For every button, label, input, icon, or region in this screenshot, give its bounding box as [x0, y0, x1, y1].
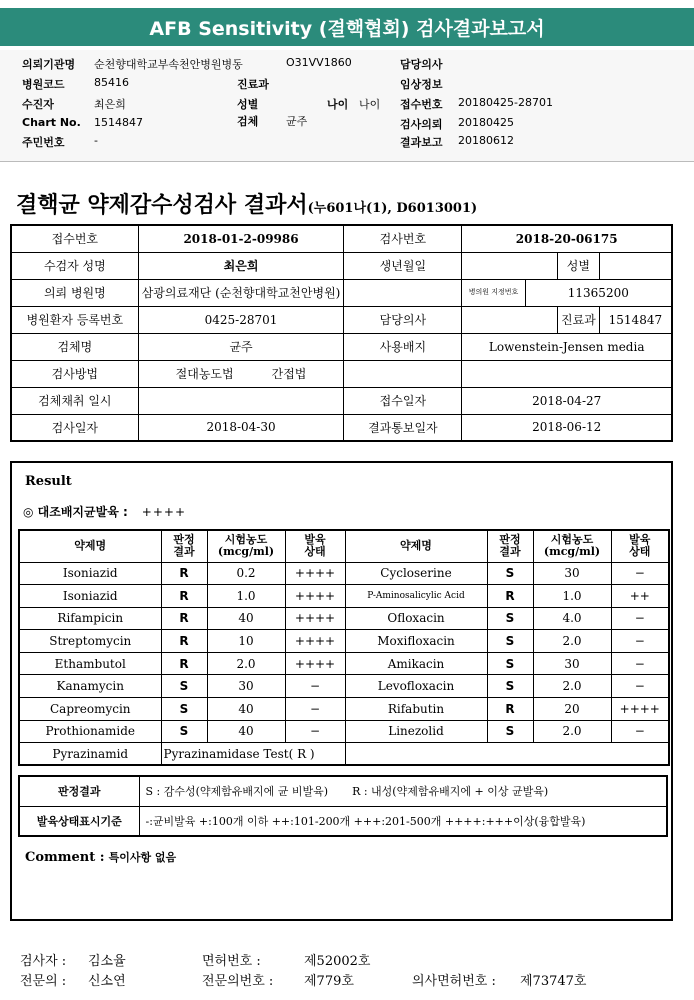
collect-label: 검체채취 일시: [11, 387, 138, 414]
table-row: [19, 776, 667, 806]
drug-name: Streptomycin: [19, 630, 161, 653]
test-concentration: 40: [207, 720, 285, 743]
hospcode-value: 85416: [94, 76, 129, 89]
comment: [25, 849, 176, 865]
name-label: 수검자 성명: [11, 252, 138, 279]
requestdate-value: 20180425: [458, 116, 514, 129]
concentration-header-line2: (mcg/ml): [543, 545, 601, 559]
judgment-result: S: [487, 562, 533, 585]
drug-header: 약제명: [345, 530, 487, 562]
patient-info-table: [10, 224, 673, 442]
doctor-license-label: 의사면허번호 :: [412, 974, 496, 989]
doctor-license-value: 제73747호: [520, 974, 587, 989]
growth-legend-text: -:균비발육 +:100개 이하 ++:101-200개 +++:201-500개 ++++:+++이상(융합발육): [139, 806, 667, 836]
specimen-value: 균주: [138, 333, 344, 360]
judgment-header-line1: 판정: [173, 533, 195, 547]
sex-label: 성별: [558, 252, 600, 279]
method-value: [138, 360, 344, 387]
growth-status: ++++: [285, 630, 345, 653]
growth-status: −: [611, 675, 669, 698]
doctor-label: 담당의사: [344, 306, 462, 333]
name-value: 최은희: [138, 252, 344, 279]
drug-name: Ethambutol: [19, 652, 161, 675]
growth-status: ++++: [285, 652, 345, 675]
testno-value: 2018-20-06175: [462, 225, 672, 252]
reportdate-label: 결과보고: [400, 136, 443, 149]
drug-name: Ofloxacin: [345, 607, 487, 630]
table-row: [19, 585, 669, 608]
growth-status: −: [611, 720, 669, 743]
drug-name: Pyrazinamid: [19, 743, 161, 766]
growth-header: [611, 530, 669, 562]
growth-status: ++++: [285, 562, 345, 585]
test-concentration: 2.0: [533, 675, 611, 698]
regno-label: 병원환자 등록번호: [11, 306, 138, 333]
report-label: 결과통보일자: [344, 414, 462, 441]
judgment-result: R: [161, 585, 207, 608]
regno-value: 0425-28701: [138, 306, 344, 333]
hospital-label: 의뢰 병원명: [11, 279, 138, 306]
table-row: [11, 279, 672, 306]
empty-cell: [462, 360, 672, 387]
judgment-header-line2: 결과: [499, 545, 521, 559]
judgment-legend-r: R : 내성(약제함유배지에 + 이상 균발육): [352, 785, 549, 799]
hospno-value: 11365200: [525, 279, 672, 306]
hospital-value: 삼광의료재단 (순천향대학교천안병원): [138, 279, 344, 306]
table-row: [19, 607, 669, 630]
specimen-label: 검체명: [11, 333, 138, 360]
hospcode-label: 병원코드: [22, 78, 65, 91]
judgment-result: S: [487, 652, 533, 675]
judgment-result: S: [161, 675, 207, 698]
age-value: 나이: [359, 98, 381, 111]
hospital-value-continued: [344, 279, 462, 306]
growth-status: ++: [611, 585, 669, 608]
document-code: (누601나(1), D6013001): [307, 201, 478, 216]
patient-value: 최은희: [94, 98, 126, 111]
judgment-result: S: [487, 720, 533, 743]
test-concentration: 2.0: [533, 630, 611, 653]
drug-rows: [19, 562, 669, 765]
doctor-value: [462, 306, 558, 333]
drug-name: Linezolid: [345, 720, 487, 743]
table-row: [19, 562, 669, 585]
growth-header-line2: 상태: [629, 545, 651, 559]
specimen-label: 검체: [237, 115, 259, 128]
table-row: [19, 720, 669, 743]
clinical-label: 임상정보: [400, 78, 443, 91]
judgment-legend-text: [139, 776, 667, 806]
growth-header-line1: 발육: [629, 533, 651, 547]
test-concentration: 0.2: [207, 562, 285, 585]
concentration-header-line1: 시험농도: [224, 533, 268, 547]
accno-label: 접수번호: [11, 225, 138, 252]
method-absolute: 절대농도법: [175, 367, 234, 381]
growth-status: −: [285, 675, 345, 698]
control-growth: [23, 503, 186, 520]
license-value: 제52002호: [304, 954, 371, 969]
result-heading: Result: [25, 474, 72, 489]
specimen-value: 균주: [286, 115, 308, 128]
specialist-label: 전문의 :: [20, 974, 67, 989]
growth-status: ++++: [285, 607, 345, 630]
sex-value: [599, 252, 672, 279]
method-indirect: 간접법: [271, 367, 307, 381]
ward-code: O31VV1860: [286, 56, 352, 69]
drug-susceptibility-table: [18, 529, 670, 766]
document-title-text: 결핵균 약제감수성검사 결과서: [16, 192, 308, 218]
id-label: 주민번호: [22, 136, 65, 149]
comment-value: 특이사항 없음: [108, 851, 177, 864]
hospital-label: 의뢰기관명: [22, 58, 76, 71]
drug-name: Isoniazid: [19, 585, 161, 608]
judgment-legend-label: 판정결과: [19, 776, 139, 806]
tester-value: 김소율: [88, 954, 126, 969]
requestdate-label: 검사의뢰: [400, 118, 443, 131]
legend-table: [18, 775, 668, 837]
growth-header-line2: 상태: [304, 545, 326, 559]
table-row: [11, 252, 672, 279]
hospno-label: 병의원 지정번호: [462, 279, 525, 306]
concentration-header-line1: 시험농도: [550, 533, 594, 547]
report-title-bar: AFB Sensitivity (결핵협회) 검사결과보고서: [0, 8, 694, 46]
test-concentration: 40: [207, 698, 285, 721]
judgment-result: S: [161, 698, 207, 721]
judgment-result: S: [487, 607, 533, 630]
license-label: 면허번호 :: [202, 954, 261, 969]
table-header-row: [19, 530, 669, 562]
method-label: 검사방법: [11, 360, 138, 387]
order-header: [0, 50, 694, 162]
testdate-label: 검사일자: [11, 414, 138, 441]
judgment-result: S: [487, 630, 533, 653]
table-row: [11, 225, 672, 252]
drug-name: Rifabutin: [345, 698, 487, 721]
judgment-result: R: [161, 607, 207, 630]
sex-label: 성별: [237, 98, 259, 111]
judgment-legend-s: S : 감수성(약제함유배지에 균 비발육): [145, 785, 329, 799]
drug-name: Prothionamide: [19, 720, 161, 743]
growth-header: [285, 530, 345, 562]
judgment-result: R: [161, 562, 207, 585]
pyrazinamidase-test: Pyrazinamidase Test( R ): [161, 743, 345, 766]
test-concentration: 10: [207, 630, 285, 653]
empty-cell: [344, 360, 462, 387]
drug-name: P-Aminosalicylic Acid: [345, 585, 487, 608]
table-row: [19, 743, 669, 766]
birth-label: 생년월일: [344, 252, 462, 279]
test-concentration: 1.0: [533, 585, 611, 608]
testdate-value: 2018-04-30: [138, 414, 344, 441]
result-panel: [10, 461, 673, 921]
age-label: 나이: [327, 98, 349, 111]
drug-name: Amikacin: [345, 652, 487, 675]
growth-status: −: [611, 630, 669, 653]
table-row: [19, 698, 669, 721]
growth-status: ++++: [285, 585, 345, 608]
testno-label: 검사번호: [344, 225, 462, 252]
table-row: [19, 675, 669, 698]
report-value: 2018-06-12: [462, 414, 672, 441]
concentration-header: [533, 530, 611, 562]
doctor-label: 담당의사: [400, 58, 443, 71]
table-row: [11, 414, 672, 441]
table-row: [11, 333, 672, 360]
judgment-result: R: [161, 652, 207, 675]
comment-label: Comment :: [25, 850, 105, 865]
document-title: [16, 188, 477, 219]
judgment-header: [487, 530, 533, 562]
growth-status: −: [285, 698, 345, 721]
test-concentration: 1.0: [207, 585, 285, 608]
concentration-header-line2: (mcg/ml): [217, 545, 275, 559]
table-row: [19, 806, 667, 836]
drug-name: Capreomycin: [19, 698, 161, 721]
judgment-result: S: [161, 720, 207, 743]
test-concentration: 2.0: [533, 720, 611, 743]
dept-label: 진료과: [237, 78, 269, 91]
table-row: [11, 387, 672, 414]
growth-header-line1: 발육: [304, 533, 326, 547]
reportdate-value: 20180612: [458, 134, 514, 147]
tester-label: 검사자 :: [20, 954, 67, 969]
medium-value: Lowenstein-Jensen media: [462, 333, 672, 360]
judgment-result: S: [487, 675, 533, 698]
judgment-header: [161, 530, 207, 562]
table-row: [19, 652, 669, 675]
test-concentration: 2.0: [207, 652, 285, 675]
specialist-no-value: 제779호: [304, 974, 354, 989]
growth-status: ++++: [611, 698, 669, 721]
drug-name: Kanamycin: [19, 675, 161, 698]
test-concentration: 40: [207, 607, 285, 630]
judgment-header-line1: 판정: [499, 533, 521, 547]
growth-legend-label: 발육상태표시기준: [19, 806, 139, 836]
hospital-value: 순천향대학교부속천안병원병동: [94, 58, 243, 71]
judgment-result: R: [161, 630, 207, 653]
chart-value: 1514847: [94, 116, 143, 129]
received-label: 접수일자: [344, 387, 462, 414]
test-concentration: 30: [533, 562, 611, 585]
judgment-result: R: [487, 585, 533, 608]
control-growth-label: ◎ 대조배지균발육 :: [23, 505, 128, 519]
judgment-header-line2: 결과: [173, 545, 195, 559]
dept-value: 1514847: [599, 306, 672, 333]
collect-value: [138, 387, 344, 414]
test-concentration: 30: [533, 652, 611, 675]
test-concentration: 30: [207, 675, 285, 698]
concentration-header: [207, 530, 285, 562]
growth-status: −: [285, 720, 345, 743]
growth-status: −: [611, 562, 669, 585]
id-value: -: [94, 134, 98, 147]
accno-value: 20180425-28701: [458, 96, 553, 109]
patient-label: 수진자: [22, 98, 54, 111]
medium-label: 사용배지: [344, 333, 462, 360]
chart-label: Chart No.: [22, 116, 81, 129]
test-concentration: 20: [533, 698, 611, 721]
drug-name: Moxifloxacin: [345, 630, 487, 653]
accno-value: 2018-01-2-09986: [138, 225, 344, 252]
judgment-result: R: [487, 698, 533, 721]
specialist-no-label: 전문의번호 :: [202, 974, 274, 989]
table-row: [11, 360, 672, 387]
drug-name: Cycloserine: [345, 562, 487, 585]
drug-name: Rifampicin: [19, 607, 161, 630]
birth-value: [462, 252, 558, 279]
table-row: [19, 630, 669, 653]
growth-status: −: [611, 652, 669, 675]
specialist-value: 신소연: [88, 974, 126, 989]
drug-name: Isoniazid: [19, 562, 161, 585]
received-value: 2018-04-27: [462, 387, 672, 414]
growth-status: −: [611, 607, 669, 630]
test-concentration: 4.0: [533, 607, 611, 630]
accno-label: 접수번호: [400, 98, 443, 111]
drug-header: 약제명: [19, 530, 161, 562]
control-growth-value: ++++: [141, 505, 186, 519]
table-row: [11, 306, 672, 333]
dept-label: 진료과: [558, 306, 600, 333]
drug-name: Levofloxacin: [345, 675, 487, 698]
